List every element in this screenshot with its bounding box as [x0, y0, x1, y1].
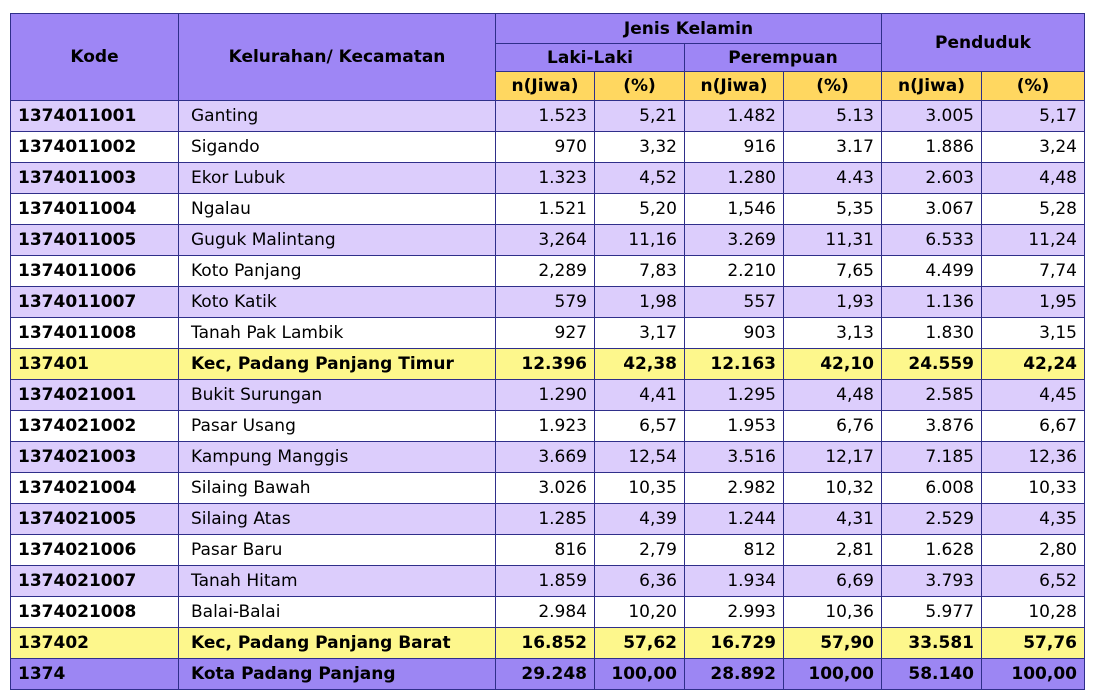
cell-penduduk-pct: 3,24	[982, 132, 1085, 163]
cell-perempuan-n: 2.982	[685, 473, 784, 504]
cell-laki-n: 1.859	[496, 566, 595, 597]
cell-penduduk-n: 7.185	[882, 442, 982, 473]
cell-penduduk-n: 33.581	[882, 628, 982, 659]
cell-perempuan-pct: 5.13	[784, 101, 882, 132]
cell-penduduk-n: 58.140	[882, 659, 982, 690]
cell-perempuan-n: 1.244	[685, 504, 784, 535]
cell-penduduk-n: 2.603	[882, 163, 982, 194]
cell-perempuan-pct: 11,31	[784, 225, 882, 256]
table-row	[11, 535, 1085, 566]
cell-kode: 1374011001	[11, 101, 179, 132]
cell-perempuan-pct: 4,48	[784, 380, 882, 411]
population-table-container	[10, 13, 1085, 690]
cell-perempuan-pct: 12,17	[784, 442, 882, 473]
cell-laki-n: 3,264	[496, 225, 595, 256]
header-perempuan-pct: (%)	[784, 72, 882, 101]
cell-laki-n: 2,289	[496, 256, 595, 287]
cell-laki-n: 970	[496, 132, 595, 163]
cell-perempuan-n: 812	[685, 535, 784, 566]
table-header	[11, 14, 1085, 101]
table-row	[11, 287, 1085, 318]
cell-penduduk-pct: 42,24	[982, 349, 1085, 380]
cell-laki-pct: 10,35	[595, 473, 685, 504]
cell-kelurahan: Kampung Manggis	[179, 442, 496, 473]
cell-kode: 1374011005	[11, 225, 179, 256]
cell-laki-n: 1.523	[496, 101, 595, 132]
cell-laki-pct: 5,20	[595, 194, 685, 225]
cell-laki-pct: 100,00	[595, 659, 685, 690]
cell-kode: 1374011004	[11, 194, 179, 225]
table-row	[11, 504, 1085, 535]
cell-laki-n: 816	[496, 535, 595, 566]
table-row	[11, 411, 1085, 442]
cell-laki-pct: 3,32	[595, 132, 685, 163]
cell-penduduk-n: 3.067	[882, 194, 982, 225]
cell-perempuan-pct: 2,81	[784, 535, 882, 566]
cell-penduduk-n: 6.008	[882, 473, 982, 504]
cell-laki-pct: 42,38	[595, 349, 685, 380]
cell-kode: 1374021001	[11, 380, 179, 411]
cell-laki-n: 579	[496, 287, 595, 318]
cell-kelurahan: Tanah Hitam	[179, 566, 496, 597]
table-row	[11, 597, 1085, 628]
cell-kode: 1374021007	[11, 566, 179, 597]
cell-penduduk-n: 1.136	[882, 287, 982, 318]
table-row	[11, 101, 1085, 132]
cell-penduduk-n: 3.793	[882, 566, 982, 597]
cell-kelurahan: Ekor Lubuk	[179, 163, 496, 194]
table-row-subtotal	[11, 349, 1085, 380]
table-row	[11, 566, 1085, 597]
cell-laki-n: 1.521	[496, 194, 595, 225]
cell-laki-pct: 4,41	[595, 380, 685, 411]
cell-kelurahan: Koto Panjang	[179, 256, 496, 287]
cell-kelurahan: Tanah Pak Lambik	[179, 318, 496, 349]
cell-perempuan-n: 1,546	[685, 194, 784, 225]
cell-kelurahan: Silaing Atas	[179, 504, 496, 535]
cell-perempuan-pct: 42,10	[784, 349, 882, 380]
table-row	[11, 132, 1085, 163]
header-penduduk: Penduduk	[882, 14, 1085, 72]
header-laki-n: n(Jiwa)	[496, 72, 595, 101]
cell-laki-pct: 1,98	[595, 287, 685, 318]
cell-perempuan-pct: 4,31	[784, 504, 882, 535]
cell-penduduk-pct: 7,74	[982, 256, 1085, 287]
cell-kelurahan: Kec, Padang Panjang Barat	[179, 628, 496, 659]
cell-perempuan-n: 12.163	[685, 349, 784, 380]
cell-laki-pct: 3,17	[595, 318, 685, 349]
cell-perempuan-n: 2.210	[685, 256, 784, 287]
table-row	[11, 225, 1085, 256]
cell-laki-n: 1.923	[496, 411, 595, 442]
cell-kode: 1374021003	[11, 442, 179, 473]
cell-kelurahan: Balai-Balai	[179, 597, 496, 628]
cell-penduduk-pct: 1,95	[982, 287, 1085, 318]
cell-perempuan-n: 3.516	[685, 442, 784, 473]
cell-kode: 1374021005	[11, 504, 179, 535]
cell-penduduk-pct: 100,00	[982, 659, 1085, 690]
cell-kelurahan: Pasar Baru	[179, 535, 496, 566]
cell-laki-pct: 7,83	[595, 256, 685, 287]
cell-penduduk-n: 2.529	[882, 504, 982, 535]
cell-laki-n: 1.285	[496, 504, 595, 535]
header-penduduk-n: n(Jiwa)	[882, 72, 982, 101]
table-row	[11, 442, 1085, 473]
cell-kelurahan: Kec, Padang Panjang Timur	[179, 349, 496, 380]
header-jenis-kelamin: Jenis Kelamin	[496, 14, 882, 44]
cell-penduduk-pct: 2,80	[982, 535, 1085, 566]
table-row	[11, 380, 1085, 411]
cell-penduduk-pct: 10,33	[982, 473, 1085, 504]
cell-penduduk-pct: 11,24	[982, 225, 1085, 256]
cell-perempuan-n: 557	[685, 287, 784, 318]
cell-kode: 1374011007	[11, 287, 179, 318]
cell-kelurahan: Ngalau	[179, 194, 496, 225]
cell-perempuan-n: 1.482	[685, 101, 784, 132]
cell-perempuan-pct: 10,32	[784, 473, 882, 504]
cell-kelurahan: Ganting	[179, 101, 496, 132]
header-perempuan: Perempuan	[685, 44, 882, 72]
cell-kode: 1374	[11, 659, 179, 690]
cell-kode: 1374021006	[11, 535, 179, 566]
header-laki-laki: Laki-Laki	[496, 44, 685, 72]
cell-kode: 1374011006	[11, 256, 179, 287]
cell-laki-pct: 6,36	[595, 566, 685, 597]
cell-penduduk-pct: 4,45	[982, 380, 1085, 411]
cell-kelurahan: Sigando	[179, 132, 496, 163]
cell-laki-pct: 4,52	[595, 163, 685, 194]
cell-kode: 1374011002	[11, 132, 179, 163]
cell-penduduk-pct: 12,36	[982, 442, 1085, 473]
cell-laki-n: 12.396	[496, 349, 595, 380]
cell-penduduk-pct: 5,17	[982, 101, 1085, 132]
cell-penduduk-pct: 10,28	[982, 597, 1085, 628]
cell-penduduk-pct: 4,35	[982, 504, 1085, 535]
cell-laki-pct: 11,16	[595, 225, 685, 256]
cell-kode: 1374011003	[11, 163, 179, 194]
cell-perempuan-pct: 7,65	[784, 256, 882, 287]
cell-laki-pct: 57,62	[595, 628, 685, 659]
cell-perempuan-pct: 6,76	[784, 411, 882, 442]
cell-perempuan-n: 903	[685, 318, 784, 349]
table-row	[11, 163, 1085, 194]
cell-penduduk-pct: 3,15	[982, 318, 1085, 349]
cell-penduduk-n: 6.533	[882, 225, 982, 256]
cell-penduduk-n: 2.585	[882, 380, 982, 411]
cell-penduduk-n: 3.005	[882, 101, 982, 132]
cell-laki-n: 2.984	[496, 597, 595, 628]
cell-penduduk-pct: 57,76	[982, 628, 1085, 659]
cell-penduduk-n: 3.876	[882, 411, 982, 442]
cell-penduduk-pct: 6,67	[982, 411, 1085, 442]
cell-perempuan-n: 916	[685, 132, 784, 163]
cell-penduduk-pct: 4,48	[982, 163, 1085, 194]
cell-perempuan-pct: 6,69	[784, 566, 882, 597]
cell-perempuan-pct: 4.43	[784, 163, 882, 194]
header-kode: Kode	[11, 14, 179, 101]
cell-perempuan-pct: 3.17	[784, 132, 882, 163]
header-perempuan-n: n(Jiwa)	[685, 72, 784, 101]
cell-perempuan-n: 3.269	[685, 225, 784, 256]
cell-perempuan-n: 1.280	[685, 163, 784, 194]
table-row	[11, 318, 1085, 349]
cell-laki-n: 29.248	[496, 659, 595, 690]
cell-kelurahan: Koto Katik	[179, 287, 496, 318]
cell-perempuan-n: 16.729	[685, 628, 784, 659]
cell-kode: 137402	[11, 628, 179, 659]
cell-penduduk-n: 24.559	[882, 349, 982, 380]
cell-kelurahan: Silaing Bawah	[179, 473, 496, 504]
cell-kelurahan: Bukit Surungan	[179, 380, 496, 411]
cell-laki-n: 1.323	[496, 163, 595, 194]
cell-perempuan-n: 2.993	[685, 597, 784, 628]
cell-perempuan-pct: 100,00	[784, 659, 882, 690]
cell-laki-pct: 5,21	[595, 101, 685, 132]
cell-kode: 1374021002	[11, 411, 179, 442]
cell-penduduk-n: 1.830	[882, 318, 982, 349]
cell-laki-pct: 12,54	[595, 442, 685, 473]
table-row-subtotal	[11, 628, 1085, 659]
cell-laki-n: 16.852	[496, 628, 595, 659]
cell-kode: 1374011008	[11, 318, 179, 349]
cell-kelurahan: Pasar Usang	[179, 411, 496, 442]
cell-kelurahan: Kota Padang Panjang	[179, 659, 496, 690]
header-laki-pct: (%)	[595, 72, 685, 101]
cell-laki-n: 1.290	[496, 380, 595, 411]
cell-kelurahan: Guguk Malintang	[179, 225, 496, 256]
table-row	[11, 256, 1085, 287]
cell-perempuan-pct: 3,13	[784, 318, 882, 349]
cell-penduduk-n: 1.628	[882, 535, 982, 566]
cell-penduduk-n: 5.977	[882, 597, 982, 628]
cell-kode: 1374021004	[11, 473, 179, 504]
table-row-total	[11, 659, 1085, 690]
cell-perempuan-pct: 1,93	[784, 287, 882, 318]
cell-laki-pct: 4,39	[595, 504, 685, 535]
cell-perempuan-n: 1.934	[685, 566, 784, 597]
header-penduduk-pct: (%)	[982, 72, 1085, 101]
cell-laki-pct: 2,79	[595, 535, 685, 566]
table-body	[11, 101, 1085, 690]
table-row	[11, 473, 1085, 504]
header-kelurahan: Kelurahan/ Kecamatan	[179, 14, 496, 101]
cell-laki-pct: 6,57	[595, 411, 685, 442]
cell-perempuan-pct: 57,90	[784, 628, 882, 659]
cell-perempuan-n: 1.953	[685, 411, 784, 442]
table-row	[11, 194, 1085, 225]
cell-perempuan-n: 28.892	[685, 659, 784, 690]
cell-penduduk-pct: 5,28	[982, 194, 1085, 225]
cell-perempuan-pct: 5,35	[784, 194, 882, 225]
cell-perempuan-n: 1.295	[685, 380, 784, 411]
cell-laki-n: 3.669	[496, 442, 595, 473]
cell-laki-pct: 10,20	[595, 597, 685, 628]
population-table	[10, 13, 1085, 690]
cell-laki-n: 927	[496, 318, 595, 349]
cell-penduduk-n: 4.499	[882, 256, 982, 287]
cell-penduduk-pct: 6,52	[982, 566, 1085, 597]
cell-kode: 1374021008	[11, 597, 179, 628]
cell-penduduk-n: 1.886	[882, 132, 982, 163]
cell-laki-n: 3.026	[496, 473, 595, 504]
cell-perempuan-pct: 10,36	[784, 597, 882, 628]
cell-kode: 137401	[11, 349, 179, 380]
